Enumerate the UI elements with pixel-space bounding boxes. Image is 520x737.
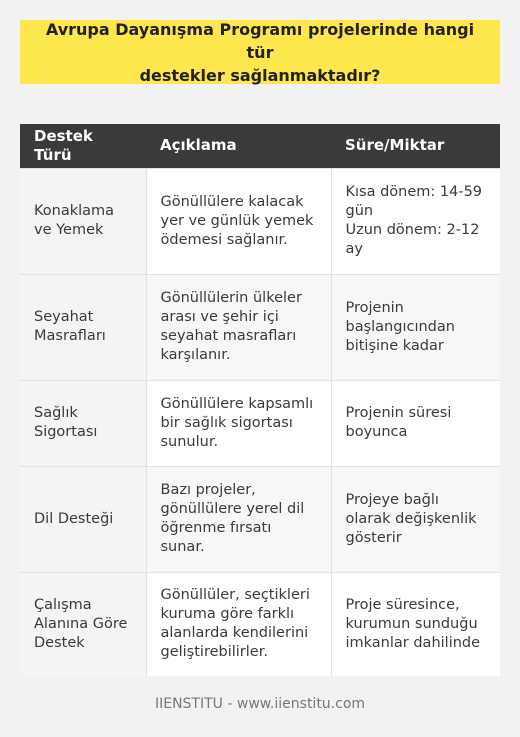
duration-short-term: Kısa dönem: 14-59 gün: [345, 184, 483, 219]
table-row: [20, 274, 500, 380]
cell-description: Gönüllülere kapsamlı bir sağlık sigortası sunulur.: [146, 380, 331, 466]
cell-description: Bazı projeler, gönüllülere yerel dil öğrenme fırsatı sunar.: [146, 466, 331, 572]
table-header-row: [20, 124, 500, 168]
cell-duration: [331, 168, 500, 274]
duration-long-term: Uzun dönem: 2-12 ay: [345, 222, 480, 257]
title-banner: [20, 20, 500, 84]
cell-duration: Projenin süresi boyunca: [331, 380, 500, 466]
header-duration-amount: Süre/Miktar: [331, 124, 500, 168]
support-table: [20, 124, 500, 676]
table-row: [20, 380, 500, 466]
page-title-line-1: Avrupa Dayanışma Programı projelerinde hangi tür: [45, 19, 475, 62]
cell-support-type: Sağlık Sigortası: [20, 380, 146, 466]
cell-duration: Projeye bağlı olarak değişkenlik gösterir: [331, 466, 500, 572]
cell-description: Gönüllülere kalacak yer ve günlük yemek ödemesi sağlanır.: [146, 168, 331, 274]
cell-support-type: Çalışma Alanına Göre Destek: [20, 572, 146, 676]
cell-support-type: Dil Desteği: [20, 466, 146, 572]
cell-duration: Proje süresince, kurumun sunduğu imkanlar dahilinde: [331, 572, 500, 676]
cell-support-type: Konaklama ve Yemek: [20, 168, 146, 274]
cell-description: Gönüllüler, seçtikleri kuruma göre farklı alanlarda kendilerini geliştirebilirler.: [146, 572, 331, 676]
table-row: [20, 466, 500, 572]
page-title-line-2: destekler sağlanmaktadır?: [139, 65, 381, 85]
footer-credit: IIENSTITU - www.iienstitu.com: [154, 696, 366, 712]
header-support-type: Destek Türü: [20, 124, 146, 168]
header-description: Açıklama: [146, 124, 331, 168]
cell-duration: Projenin başlangıcından bitişine kadar: [331, 274, 500, 380]
cell-description: Gönüllülerin ülkeler arası ve şehir içi seyahat masrafları karşılanır.: [146, 274, 331, 380]
cell-support-type: Seyahat Masrafları: [20, 274, 146, 380]
table-row: [20, 572, 500, 676]
table-row: [20, 168, 500, 274]
